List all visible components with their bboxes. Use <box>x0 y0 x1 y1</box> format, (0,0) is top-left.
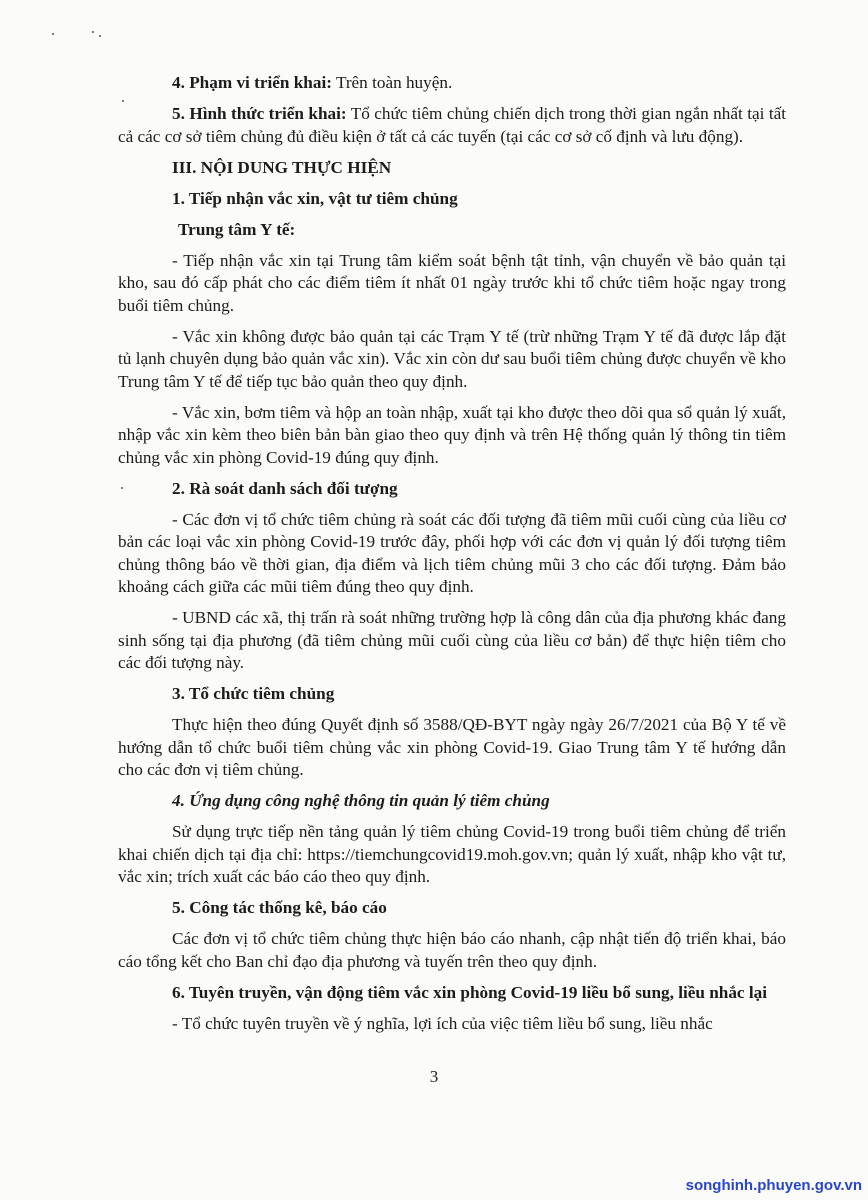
body-paragraph: - Tổ chức tuyên truyền về ý nghĩa, lợi ích của việc tiêm liều bổ sung, liều nhắc <box>172 1013 713 1033</box>
scan-speck <box>92 31 94 33</box>
paragraph-text: Trên toàn huyện. <box>331 73 453 92</box>
page-number: 3 <box>429 1067 439 1086</box>
body-paragraph: Các đơn vị tổ chức tiêm chủng thực hiện báo cáo nhanh, cập nhật tiến độ triển khai, báo cáo tổng kết cho Ban chỉ đạo địa phương và tuyến trên theo quy định. <box>118 929 786 971</box>
body-paragraph: Thực hiện theo đúng Quyết định số 3588/QĐ-BYT ngày ngày 26/7/2021 của Bộ Y tế về hướng dẫn tổ chức buổi tiêm chủng vắc xin phòng Covid-19. Giao Trung tâm Y tế hướng dẫn cho các đơn vị tiêm chủng. <box>118 715 786 779</box>
labeled-paragraph <box>118 103 786 148</box>
section-heading: 3. Tổ chức tiêm chủng <box>172 684 335 703</box>
paragraph-text: Tổ chức tiêm chủng chiến dịch trong thời gian ngắn nhất tại tất cả các cơ sở tiêm chủng đủ điều kiện ở tất cả các tuyến (tại các cơ sở cố định và lưu động). <box>118 104 786 146</box>
site-watermark: songhinh.phuyen.gov.vn <box>685 1177 862 1194</box>
section-heading: 1. Tiếp nhận vắc xin, vật tư tiêm chủng <box>172 188 458 208</box>
body-paragraph: Sử dụng trực tiếp nền tảng quản lý tiêm chủng Covid-19 trong buổi tiêm chủng để triển khai chiến dịch tại địa chỉ: https://tiemchungcovid19.moh.gov.vn; quản lý xuất, nhập kho vật tư, vắc xin; trích xuất các báo cáo theo quy định. <box>118 822 786 886</box>
body-paragraph: - Vắc xin không được bảo quản tại các Trạm Y tế (trừ những Trạm Y tế đã được lắp đặt tủ lạnh chuyên dụng bảo quản vắc xin). Vắc xin còn dư sau buổi tiêm chủng được chuyển về kho Trung tâm Y tế để tiếp tục bảo quản theo quy định. <box>118 326 786 391</box>
body-paragraph: - Vắc xin, bơm tiêm và hộp an toàn nhập, xuất tại kho được theo dõi qua sổ quản lý xuất, nhập vắc xin kèm theo biên bản bàn giao theo quy định và trên Hệ thống quản lý thông tin tiêm chủng vắc xin phòng Covid-19 đúng quy định. <box>118 402 786 467</box>
scan-speck <box>52 33 54 35</box>
section-heading: III. NỘI DUNG THỰC HIỆN <box>172 157 392 177</box>
labeled-paragraph <box>118 72 786 95</box>
section-heading: 2. Rà soát danh sách đối tượng <box>172 478 398 498</box>
body-paragraph: - Tiếp nhận vắc xin tại Trung tâm kiểm soát bệnh tật tỉnh, vận chuyển về bảo quản tại kho, sau đó cấp phát cho các điểm tiêm ít nhất 01 ngày trước khi tổ chức tiêm hoặc ngay trong buổi tiêm chủng. <box>118 250 786 315</box>
scan-speck <box>99 35 101 37</box>
body-paragraph: - Các đơn vị tổ chức tiêm chủng rà soát các đối tượng đã tiêm mũi cuối cùng của liều cơ bản các loại vắc xin phòng Covid-19 trước đây, phối hợp với các đơn vị quản lý đối tượng tiêm chủng thông báo về thời gian, địa điểm và lịch tiêm chủng mũi 3 cho các đối tượng. Đảm bảo khoảng cách giữa các mũi tiêm đúng theo quy định. <box>118 509 786 596</box>
section-heading: 4. Ứng dụng công nghệ thông tin quản lý tiêm chủng <box>172 791 550 810</box>
paragraph-label: 4. Phạm vi triển khai: <box>172 73 332 92</box>
section-heading: 6. Tuyên truyền, vận động tiêm vắc xin phòng Covid-19 liều bổ sung, liều nhắc lại <box>172 982 768 1002</box>
body-paragraph: - UBND các xã, thị trấn rà soát những trường hợp là công dân của địa phương khác đang sinh sống tại địa phương (đã tiêm chủng mũi cuối cùng của liều cơ bản) để thực hiện tiêm cho các đối tượng này. <box>118 608 786 672</box>
section-heading: 5. Công tác thống kê, báo cáo <box>172 898 387 917</box>
document-body <box>118 72 786 1044</box>
paragraph-label: 5. Hình thức triển khai: <box>172 104 347 123</box>
subsection-heading: Trung tâm Y tế: <box>178 219 296 239</box>
